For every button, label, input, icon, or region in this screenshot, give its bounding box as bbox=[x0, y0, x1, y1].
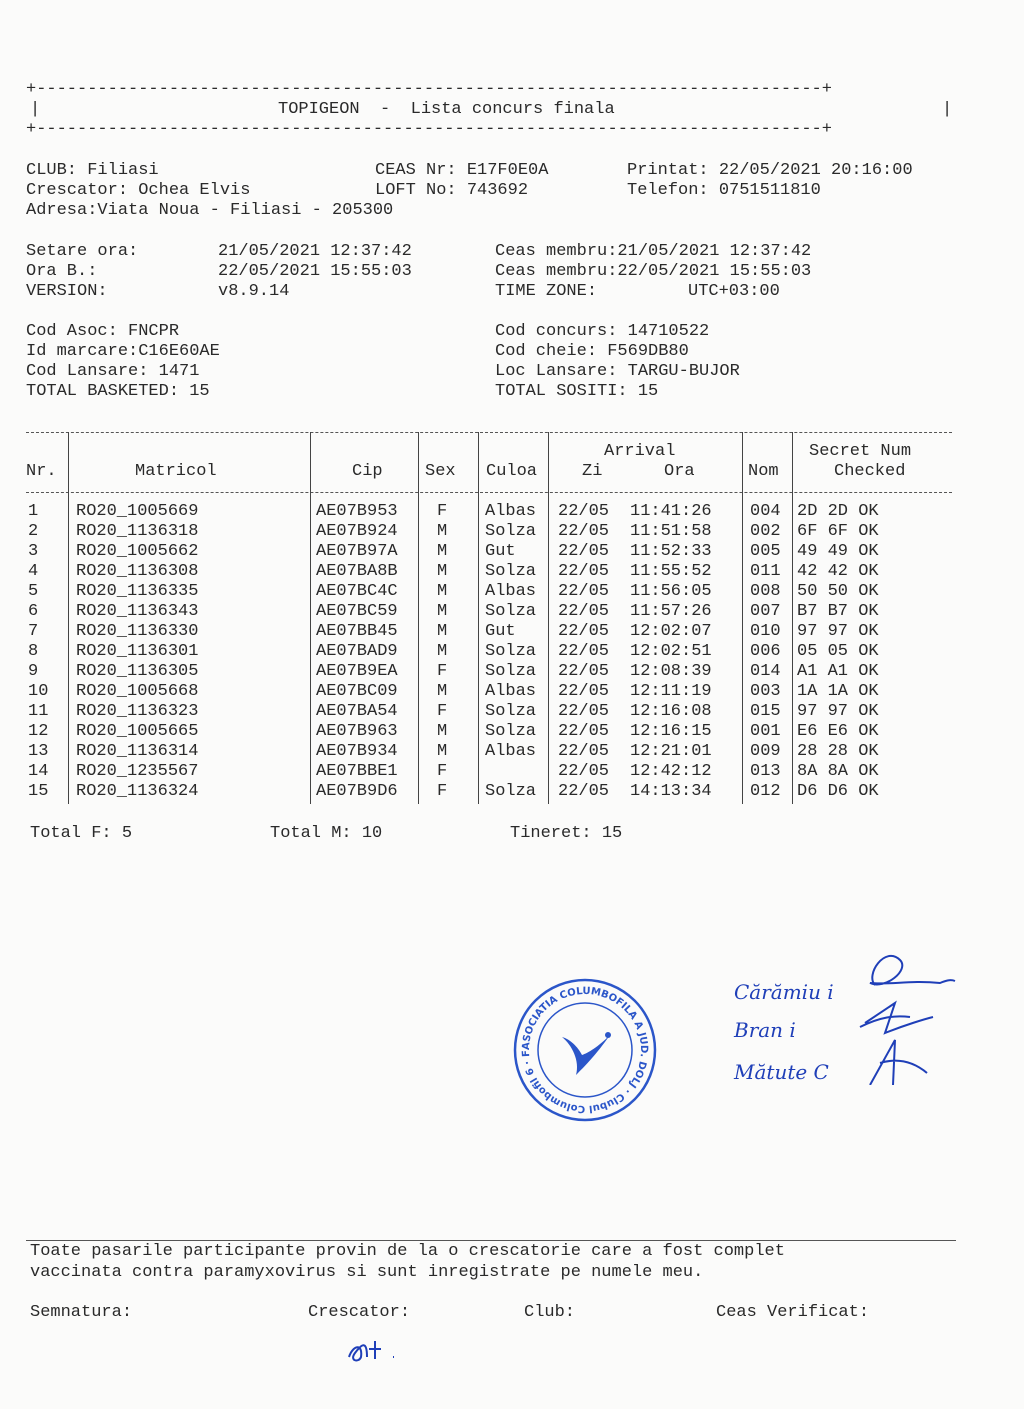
cell-sex: M bbox=[437, 562, 448, 581]
cell-culoa: Solza bbox=[485, 782, 537, 801]
cell-matricol: RO20_1005665 bbox=[76, 722, 199, 741]
cell-secret: 42 42 OK bbox=[797, 562, 879, 581]
cell-secret: 97 97 OK bbox=[797, 622, 879, 641]
loc-lansare: Loc Lansare: TARGU-BUJOR bbox=[495, 362, 740, 381]
id-marcare: Id marcare:C16E60AE bbox=[26, 342, 220, 361]
cell-nom: 014 bbox=[750, 662, 781, 681]
cell-zi: 22/05 bbox=[558, 742, 610, 761]
cell-cip: AE07BBE1 bbox=[316, 762, 398, 781]
cell-matricol: RO20_1005669 bbox=[76, 502, 199, 521]
timezone-label: TIME ZONE: bbox=[495, 282, 598, 301]
cell-matricol: RO20_1136323 bbox=[76, 702, 199, 721]
header-left-bar: | bbox=[30, 100, 41, 119]
cell-culoa: Solza bbox=[485, 522, 537, 541]
cell-matricol: RO20_1136308 bbox=[76, 562, 199, 581]
cell-sex: M bbox=[437, 602, 448, 621]
cell-nr: 3 bbox=[28, 542, 39, 561]
table-row bbox=[0, 502, 960, 522]
cod-lansare: Cod Lansare: 1471 bbox=[26, 362, 200, 381]
crescator-label: Crescator: bbox=[308, 1303, 411, 1322]
table-row bbox=[0, 622, 960, 642]
cell-ora: 14:13:34 bbox=[630, 782, 712, 801]
cell-nom: 009 bbox=[750, 742, 781, 761]
cell-nr: 10 bbox=[28, 682, 49, 701]
cell-secret: B7 B7 OK bbox=[797, 602, 879, 621]
cell-zi: 22/05 bbox=[558, 562, 610, 581]
phone: Telefon: 0751511810 bbox=[627, 181, 821, 200]
breeder-name: Crescator: Ochea Elvis bbox=[26, 181, 251, 200]
cell-zi: 22/05 bbox=[558, 542, 610, 561]
total-basketed: TOTAL BASKETED: 15 bbox=[26, 382, 210, 401]
cell-ora: 11:41:26 bbox=[630, 502, 712, 521]
cell-secret: 6F 6F OK bbox=[797, 522, 879, 541]
cell-zi: 22/05 bbox=[558, 642, 610, 661]
declaration-line-1: Toate pasarile participante provin de la o crescatorie care a fost complet bbox=[30, 1242, 785, 1261]
cell-secret: 50 50 OK bbox=[797, 582, 879, 601]
total-f: Total F: 5 bbox=[30, 824, 133, 843]
cell-nr: 7 bbox=[28, 622, 39, 641]
table-row bbox=[0, 722, 960, 742]
cod-cheie: Cod cheie: F569DB80 bbox=[495, 342, 689, 361]
cell-zi: 22/05 bbox=[558, 622, 610, 641]
printed-date: Printat: 22/05/2021 20:16:00 bbox=[627, 161, 913, 180]
cell-ora: 12:42:12 bbox=[630, 762, 712, 781]
cell-zi: 22/05 bbox=[558, 522, 610, 541]
timezone-value: UTC+03:00 bbox=[688, 282, 780, 301]
stamp-icon bbox=[510, 975, 660, 1125]
cell-ora: 12:16:15 bbox=[630, 722, 712, 741]
cell-ora: 11:52:33 bbox=[630, 542, 712, 561]
header-top-border: +-----------------------------------------------------------------------------+ bbox=[26, 80, 832, 99]
cell-matricol: RO20_1235567 bbox=[76, 762, 199, 781]
total-sositi: TOTAL SOSITI: 15 bbox=[495, 382, 659, 401]
cell-ora: 11:56:05 bbox=[630, 582, 712, 601]
cell-nom: 008 bbox=[750, 582, 781, 601]
cell-cip: AE07B953 bbox=[316, 502, 398, 521]
cell-culoa: Albas bbox=[485, 502, 537, 521]
cell-culoa: Albas bbox=[485, 742, 537, 761]
cell-secret: E6 E6 OK bbox=[797, 722, 879, 741]
cell-sex: M bbox=[437, 542, 448, 561]
cell-sex: F bbox=[437, 502, 448, 521]
cod-concurs: Cod concurs: 14710522 bbox=[495, 322, 710, 341]
cell-secret: 1A 1A OK bbox=[797, 682, 879, 701]
cell-cip: AE07BC59 bbox=[316, 602, 398, 621]
cell-sex: M bbox=[437, 642, 448, 661]
cell-ora: 12:08:39 bbox=[630, 662, 712, 681]
cell-sex: F bbox=[437, 782, 448, 801]
header-secret-num: Secret Num bbox=[809, 442, 912, 461]
setare-ora-value: 21/05/2021 12:37:42 bbox=[218, 242, 412, 261]
cell-nom: 003 bbox=[750, 682, 781, 701]
cell-nom: 011 bbox=[750, 562, 781, 581]
cell-secret: 05 05 OK bbox=[797, 642, 879, 661]
cell-cip: AE07B9EA bbox=[316, 662, 398, 681]
handwritten-line-2: Bran i bbox=[734, 1018, 796, 1042]
cell-secret: 8A 8A OK bbox=[797, 762, 879, 781]
club-name: CLUB: Filiasi bbox=[26, 161, 159, 180]
breeder-signature-icon bbox=[345, 1335, 405, 1365]
table-row bbox=[0, 762, 960, 782]
cell-cip: AE07B934 bbox=[316, 742, 398, 761]
cell-nr: 8 bbox=[28, 642, 39, 661]
cell-secret: 2D 2D OK bbox=[797, 502, 879, 521]
cell-cip: AE07B924 bbox=[316, 522, 398, 541]
cell-nom: 013 bbox=[750, 762, 781, 781]
table-header-rule bbox=[26, 492, 952, 493]
cell-matricol: RO20_1136318 bbox=[76, 522, 199, 541]
cell-nr: 14 bbox=[28, 762, 49, 781]
cell-cip: AE07BC4C bbox=[316, 582, 398, 601]
cell-nom: 007 bbox=[750, 602, 781, 621]
cell-zi: 22/05 bbox=[558, 782, 610, 801]
cell-ora: 12:21:01 bbox=[630, 742, 712, 761]
cell-nom: 012 bbox=[750, 782, 781, 801]
header-bottom-border: +-----------------------------------------------------------------------------+ bbox=[26, 120, 832, 139]
cell-nr: 12 bbox=[28, 722, 49, 741]
cell-cip: AE07BC09 bbox=[316, 682, 398, 701]
cell-culoa: Gut bbox=[485, 542, 516, 561]
cell-nr: 9 bbox=[28, 662, 39, 681]
club-stamp bbox=[510, 975, 660, 1125]
cell-cip: AE07BAD9 bbox=[316, 642, 398, 661]
cell-secret: D6 D6 OK bbox=[797, 782, 879, 801]
cell-sex: M bbox=[437, 582, 448, 601]
cell-ora: 11:57:26 bbox=[630, 602, 712, 621]
table-row bbox=[0, 742, 960, 762]
cell-secret: 97 97 OK bbox=[797, 702, 879, 721]
header-nr: Nr. bbox=[26, 462, 57, 481]
cell-nr: 5 bbox=[28, 582, 39, 601]
cell-secret: A1 A1 OK bbox=[797, 662, 879, 681]
cell-nom: 001 bbox=[750, 722, 781, 741]
cell-nr: 1 bbox=[28, 502, 39, 521]
tineret: Tineret: 15 bbox=[510, 824, 623, 843]
cell-culoa: Albas bbox=[485, 682, 537, 701]
header-cip: Cip bbox=[352, 462, 383, 481]
ora-b-label: Ora B.: bbox=[26, 262, 98, 281]
svg-text:ASOCIATIA COLUMBOFILA A JUD. D: ASOCIATIA COLUMBOFILA A JUD. DOLJ · Clubul Columbofil 6 · F bbox=[520, 985, 650, 1115]
header-matricol: Matricol bbox=[135, 462, 217, 481]
loft-no: LOFT No: 743692 bbox=[375, 181, 529, 200]
cell-zi: 22/05 bbox=[558, 762, 610, 781]
cod-asoc: Cod Asoc: FNCPR bbox=[26, 322, 180, 341]
cell-matricol: RO20_1136330 bbox=[76, 622, 199, 641]
cell-zi: 22/05 bbox=[558, 722, 610, 741]
header-ora: Ora bbox=[664, 462, 695, 481]
cell-matricol: RO20_1136314 bbox=[76, 742, 199, 761]
cell-zi: 22/05 bbox=[558, 582, 610, 601]
cell-nr: 11 bbox=[28, 702, 49, 721]
cell-nr: 4 bbox=[28, 562, 39, 581]
table-row bbox=[0, 562, 960, 582]
setare-ora-label: Setare ora: bbox=[26, 242, 139, 261]
cell-cip: AE07B963 bbox=[316, 722, 398, 741]
cell-nr: 13 bbox=[28, 742, 49, 761]
header-zi: Zi bbox=[582, 462, 603, 481]
club-label: Club: bbox=[524, 1303, 576, 1322]
ceas-membru-2: Ceas membru:22/05/2021 15:55:03 bbox=[495, 262, 812, 281]
version-label: VERSION: bbox=[26, 282, 108, 301]
cell-cip: AE07BB45 bbox=[316, 622, 398, 641]
cell-sex: M bbox=[437, 682, 448, 701]
table-row bbox=[0, 662, 960, 682]
table-row bbox=[0, 522, 960, 542]
cell-culoa: Solza bbox=[485, 602, 537, 621]
cell-ora: 12:02:51 bbox=[630, 642, 712, 661]
cell-culoa: Solza bbox=[485, 662, 537, 681]
cell-cip: AE07BA8B bbox=[316, 562, 398, 581]
cell-ora: 11:55:52 bbox=[630, 562, 712, 581]
cell-nom: 004 bbox=[750, 502, 781, 521]
ora-b-value: 22/05/2021 15:55:03 bbox=[218, 262, 412, 281]
cell-ora: 12:11:19 bbox=[630, 682, 712, 701]
cell-nr: 2 bbox=[28, 522, 39, 541]
footer-rule bbox=[26, 1240, 956, 1241]
cell-culoa: Solza bbox=[485, 702, 537, 721]
cell-matricol: RO20_1136305 bbox=[76, 662, 199, 681]
cell-matricol: RO20_1136343 bbox=[76, 602, 199, 621]
cell-nom: 006 bbox=[750, 642, 781, 661]
total-m: Total M: 10 bbox=[270, 824, 383, 843]
cell-culoa: Gut bbox=[485, 622, 516, 641]
cell-cip: AE07BA54 bbox=[316, 702, 398, 721]
cell-sex: F bbox=[437, 662, 448, 681]
cell-secret: 28 28 OK bbox=[797, 742, 879, 761]
cell-matricol: RO20_1136335 bbox=[76, 582, 199, 601]
cell-sex: M bbox=[437, 522, 448, 541]
cell-cip: AE07B9D6 bbox=[316, 782, 398, 801]
ceas-verificat-label: Ceas Verificat: bbox=[716, 1303, 870, 1322]
signature-label: Semnatura: bbox=[30, 1303, 133, 1322]
table-row bbox=[0, 782, 960, 802]
cell-nr: 6 bbox=[28, 602, 39, 621]
cell-sex: M bbox=[437, 722, 448, 741]
cell-ora: 12:02:07 bbox=[630, 622, 712, 641]
table-row bbox=[0, 702, 960, 722]
table-row bbox=[0, 542, 960, 562]
header-culoa: Culoa bbox=[486, 462, 538, 481]
cell-ora: 11:51:58 bbox=[630, 522, 712, 541]
version-value: v8.9.14 bbox=[218, 282, 290, 301]
cell-sex: M bbox=[437, 742, 448, 761]
handwritten-line-3: Mătute C bbox=[734, 1060, 829, 1084]
table-row bbox=[0, 582, 960, 602]
cell-nom: 005 bbox=[750, 542, 781, 561]
cell-matricol: RO20_1005662 bbox=[76, 542, 199, 561]
signature-marks-icon bbox=[855, 945, 965, 1085]
cell-zi: 22/05 bbox=[558, 502, 610, 521]
header-right-bar: | bbox=[942, 100, 953, 119]
header-nom: Nom bbox=[748, 462, 779, 481]
cell-nom: 015 bbox=[750, 702, 781, 721]
cell-zi: 22/05 bbox=[558, 702, 610, 721]
cell-nom: 002 bbox=[750, 522, 781, 541]
table-row bbox=[0, 682, 960, 702]
cell-zi: 22/05 bbox=[558, 662, 610, 681]
declaration-line-2: vaccinata contra paramyxovirus si sunt inregistrate pe numele meu. bbox=[30, 1263, 704, 1282]
cell-culoa: Solza bbox=[485, 562, 537, 581]
cell-nom: 010 bbox=[750, 622, 781, 641]
header-sex: Sex bbox=[425, 462, 456, 481]
cell-zi: 22/05 bbox=[558, 682, 610, 701]
cell-culoa: Solza bbox=[485, 642, 537, 661]
handwritten-line-1: Cărămiu i bbox=[734, 980, 834, 1004]
address: Adresa:Viata Noua - Filiasi - 205300 bbox=[26, 201, 394, 220]
cell-secret: 49 49 OK bbox=[797, 542, 879, 561]
header-checked: Checked bbox=[834, 462, 906, 481]
cell-sex: F bbox=[437, 702, 448, 721]
ceas-membru-1: Ceas membru:21/05/2021 12:37:42 bbox=[495, 242, 812, 261]
header-arrival: Arrival bbox=[604, 442, 676, 461]
cell-nr: 15 bbox=[28, 782, 49, 801]
cell-matricol: RO20_1005668 bbox=[76, 682, 199, 701]
cell-zi: 22/05 bbox=[558, 602, 610, 621]
cell-sex: F bbox=[437, 762, 448, 781]
page-title: TOPIGEON - Lista concurs finala bbox=[278, 100, 615, 119]
cell-culoa: Albas bbox=[485, 582, 537, 601]
table-row bbox=[0, 642, 960, 662]
cell-cip: AE07B97A bbox=[316, 542, 398, 561]
cell-sex: M bbox=[437, 622, 448, 641]
cell-matricol: RO20_1136324 bbox=[76, 782, 199, 801]
table-row bbox=[0, 602, 960, 622]
table-top-rule bbox=[26, 432, 952, 433]
ceas-nr: CEAS Nr: E17F0E0A bbox=[375, 161, 549, 180]
cell-matricol: RO20_1136301 bbox=[76, 642, 199, 661]
cell-culoa: Solza bbox=[485, 722, 537, 741]
cell-ora: 12:16:08 bbox=[630, 702, 712, 721]
